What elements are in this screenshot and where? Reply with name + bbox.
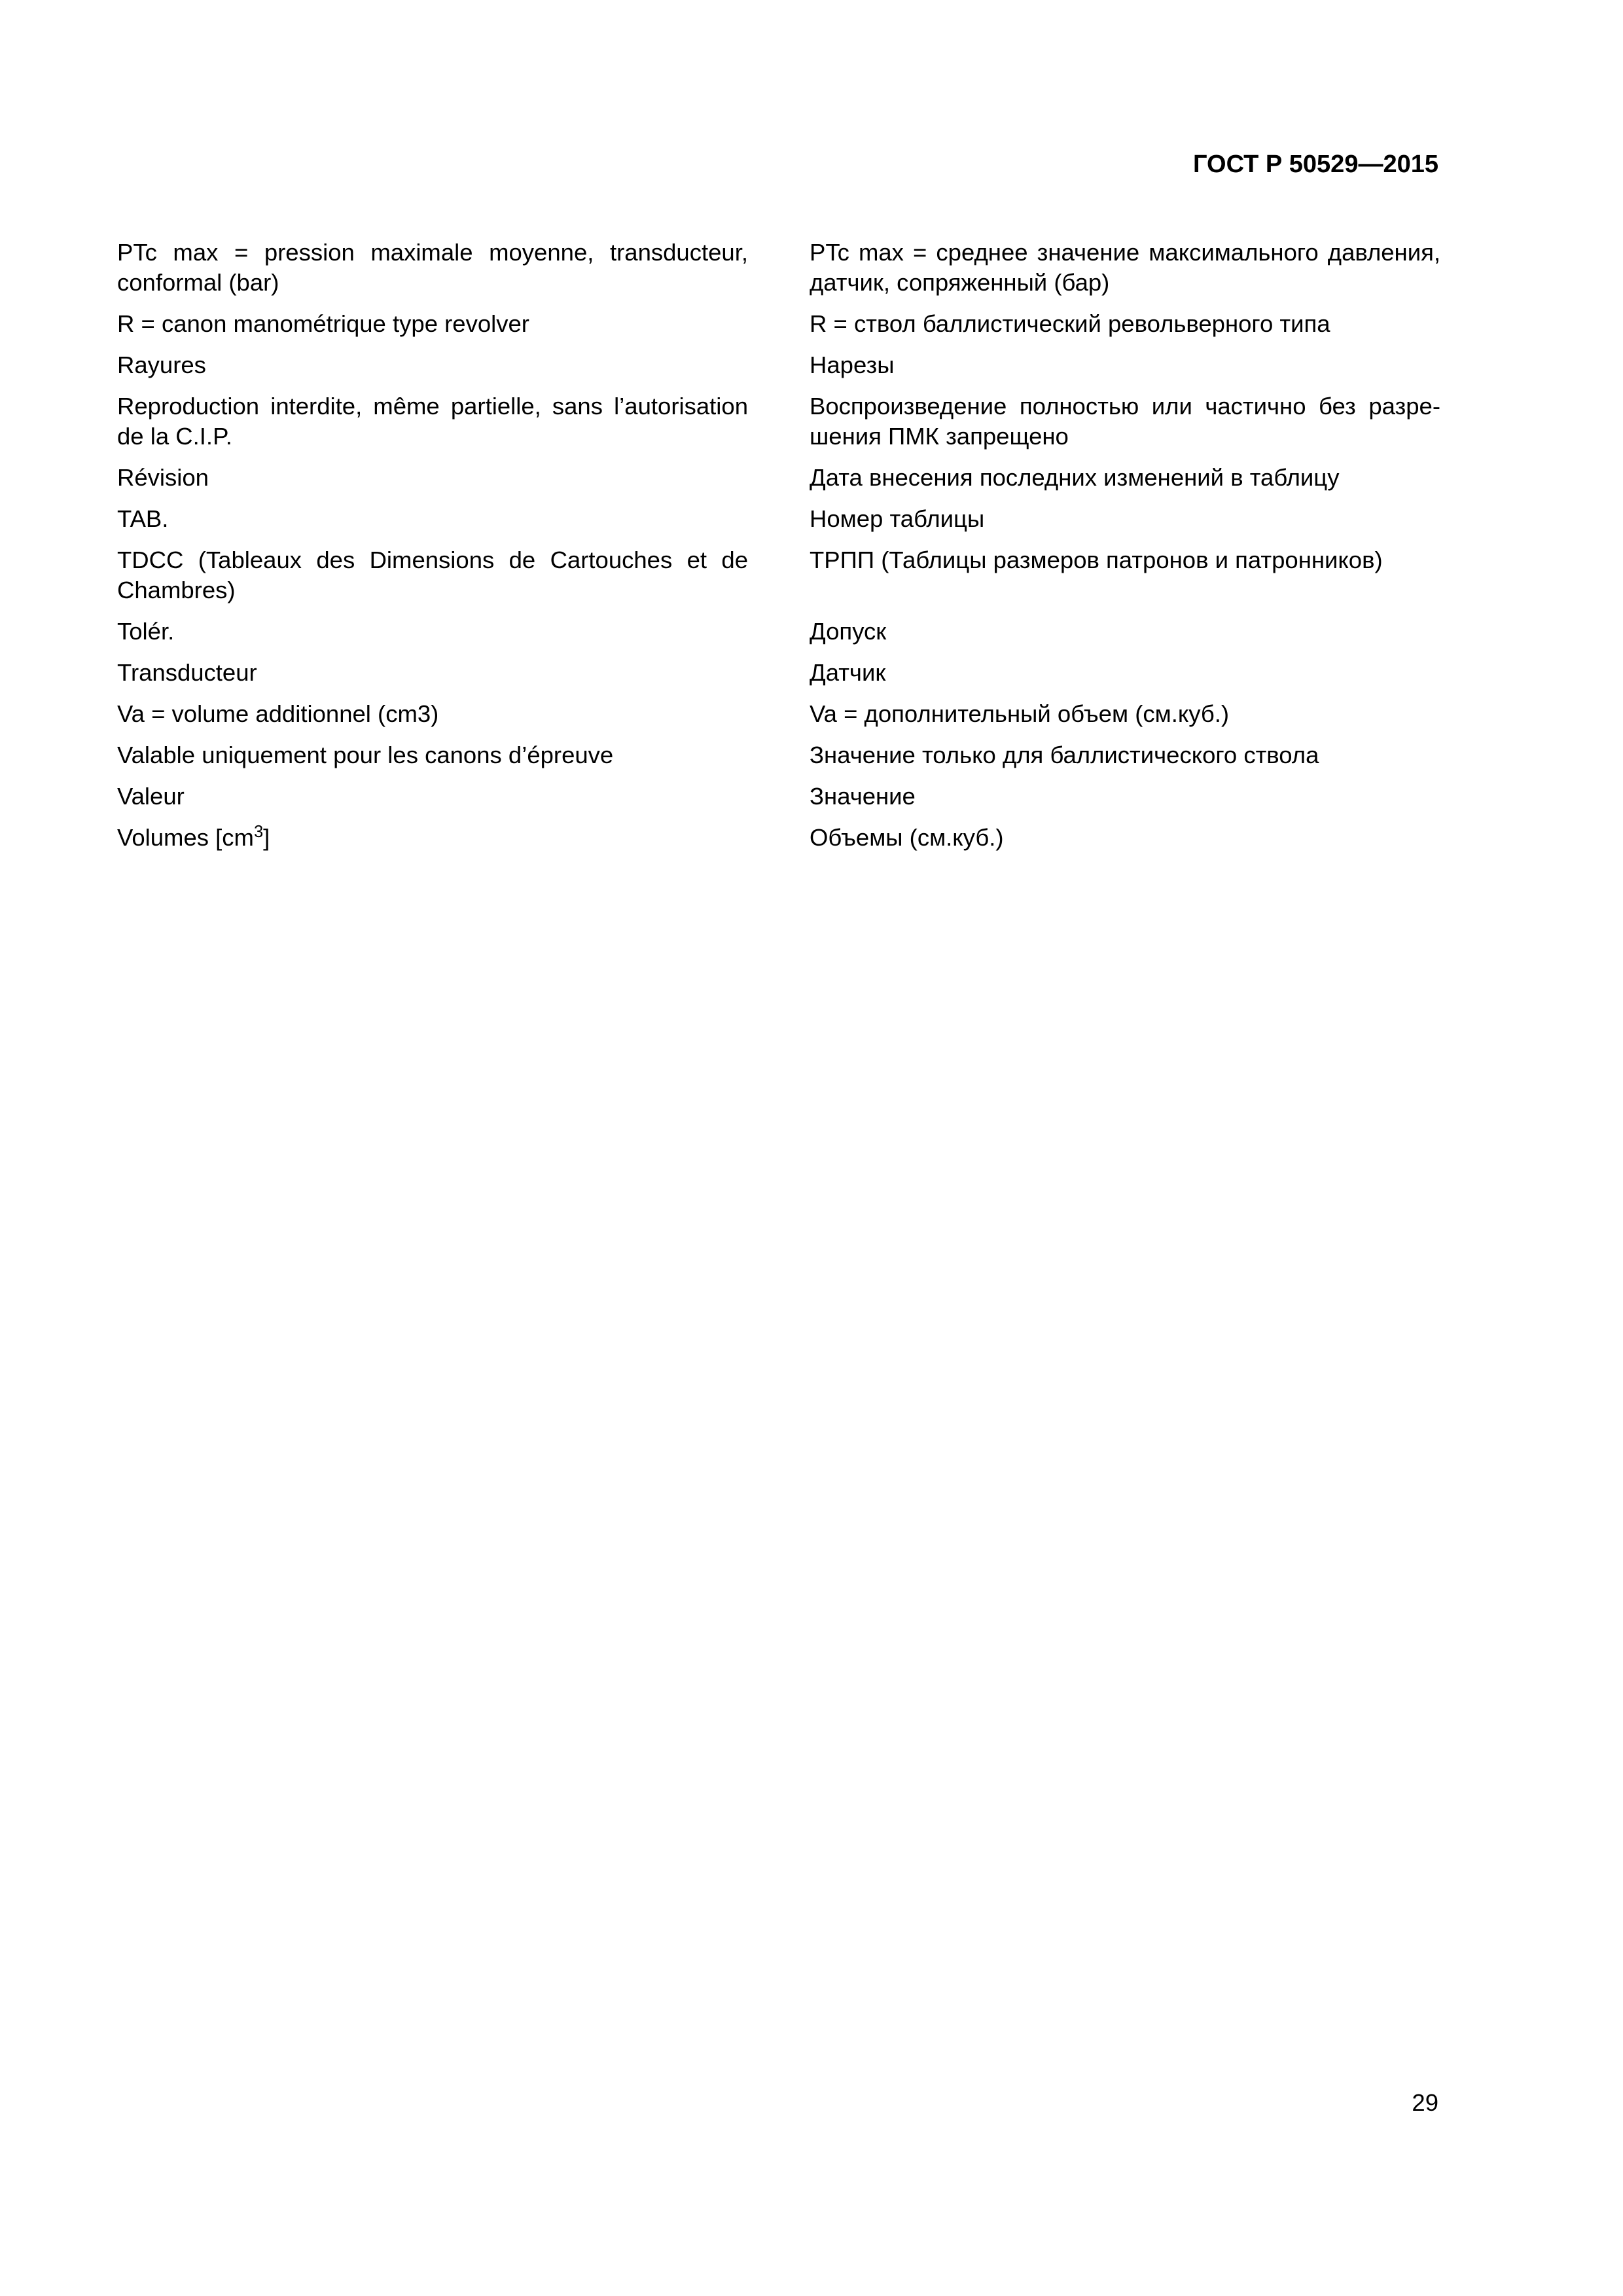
glossary-table xyxy=(117,238,1440,864)
glossary-row xyxy=(117,350,1440,391)
glossary-row xyxy=(117,658,1440,699)
french-term: TDCC (Tableaux des Dimensions de Cartouches et de Chambres) xyxy=(117,547,748,603)
glossary-row xyxy=(117,309,1440,350)
russian-term: Объемы (см.куб.) xyxy=(810,824,1004,851)
glossary-row xyxy=(117,617,1440,658)
glossary-row xyxy=(117,504,1440,545)
glossary-row xyxy=(117,463,1440,504)
russian-term: Допуск xyxy=(810,618,887,645)
glossary-row xyxy=(117,545,1440,617)
glossary-row xyxy=(117,699,1440,740)
french-term: Valable uniquement pour les canons d’épreuve xyxy=(117,742,614,768)
russian-term: Номер таблицы xyxy=(810,505,985,532)
russian-term: R = ствол баллистический револьверного типа xyxy=(810,310,1330,337)
russian-term: Va = дополнительный объем (см.куб.) xyxy=(810,700,1230,727)
french-term: Tolér. xyxy=(117,618,175,645)
french-term: Va = volume additionnel (cm3) xyxy=(117,700,439,727)
french-term: Rayures xyxy=(117,351,206,378)
russian-term: Значение только для баллистического ствола xyxy=(810,742,1319,768)
french-term-suffix: ] xyxy=(263,824,270,851)
russian-term: Значение xyxy=(810,783,916,810)
french-term: Reproduction interdite, même partielle, sans l’autorisation de la C.I.P. xyxy=(117,393,748,450)
french-term: Valeur xyxy=(117,783,185,810)
page-number: 29 xyxy=(1412,2089,1438,2116)
russian-term: PTc max = среднее значение максимального давления, датчик, сопряженный (бар) xyxy=(810,239,1440,296)
glossary-row xyxy=(117,740,1440,781)
document-code: ГОСТ Р 50529—2015 xyxy=(1193,151,1438,178)
russian-term: Дата внесения последних изменений в таблицу xyxy=(810,464,1340,491)
russian-term: ТРПП (Таблицы размеров патронов и патронников) xyxy=(810,547,1383,573)
glossary-row xyxy=(117,823,1440,864)
french-term: TAB. xyxy=(117,505,169,532)
french-term: Révision xyxy=(117,464,209,491)
superscript: 3 xyxy=(253,822,264,841)
russian-term: Нарезы xyxy=(810,351,895,378)
french-term: PTc max = pression maximale moyenne, transducteur, conformal (bar) xyxy=(117,239,748,296)
glossary-row xyxy=(117,238,1440,309)
russian-term: Датчик xyxy=(810,659,886,686)
russian-term: Воспроизведение полностью или частично без разре-шения ПМК запрещено xyxy=(810,393,1440,450)
glossary-row xyxy=(117,781,1440,823)
french-term-text: Volumes [cm xyxy=(117,824,254,851)
french-term: R = canon manométrique type revolver xyxy=(117,310,529,337)
glossary-row xyxy=(117,391,1440,463)
french-term: Transducteur xyxy=(117,659,257,686)
french-term xyxy=(117,823,748,864)
